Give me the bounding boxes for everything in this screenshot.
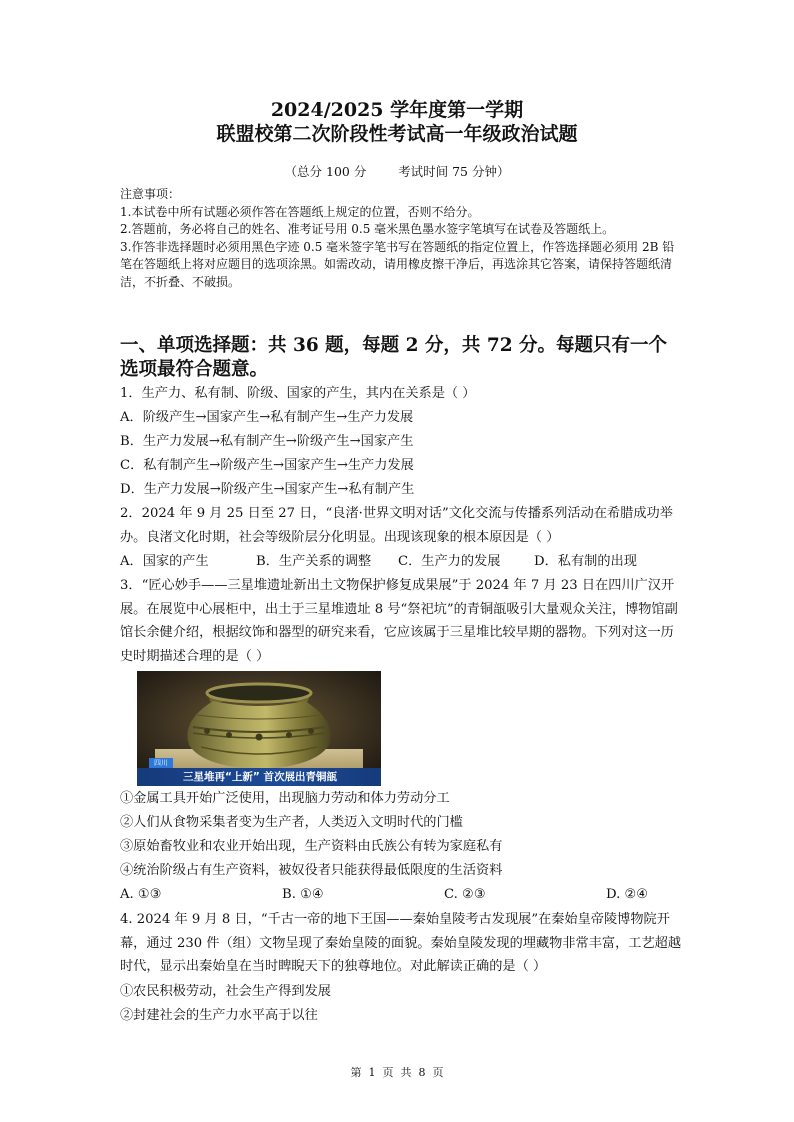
instructions-heading: 注意事项： xyxy=(120,187,181,201)
question-3-statement-4: ④统治阶级占有生产资料，被奴役者只能获得最低限度的生活资料 xyxy=(120,863,503,878)
question-3-option-d: D. ②④ xyxy=(606,887,649,902)
question-2-option-a: A．国家的产生 xyxy=(120,554,209,569)
question-3-stem: 3．“匠心妙手——三星堆遗址新出土文物保护修复成果展”于 2024 年 7 月 23 日在四川广汉开展。在展览中心展柜中，出土于三星堆遗址 8 号“祭祀坑”的青铜瓿吸引大量观众关注，博物馆副馆长余健介绍，根据纹饰和器型的研究来看，它应该属于三星堆比较早期的器物。下列对这一历史时期描述合理的是（ ） xyxy=(120,578,678,664)
question-1-stem: 1．生产力、私有制、阶级、国家的产生，其内在关系是（ ） xyxy=(120,386,476,401)
question-3-statement-1: ①金属工具开始广泛使用，出现脑力劳动和体力劳动分工 xyxy=(120,791,450,806)
question-4-statement-1: ①农民积极劳动，社会生产得到发展 xyxy=(120,984,331,999)
instruction-item: 1.本试卷中所有试题必须作答在答题纸上规定的位置，否则不给分。 xyxy=(120,204,480,219)
instruction-item: 3.作答非选择题时必须用黑色字迹 0.5 毫米签字笔书写在答题纸的指定位置上，作答选择题必须用 2B 铅笔在答题纸上将对应题目的选项涂黑。如需改动，请用橡皮擦干净后，再选涂其它答案，请保持答题纸清洁，不折叠、不破损。 xyxy=(120,239,675,289)
news-caption-bar xyxy=(137,768,381,786)
question-3-option-c: C. ②③ xyxy=(444,887,486,902)
question-4-statement-2: ②封建社会的生产力水平高于以往 xyxy=(120,1008,318,1023)
question-1-option-a: A．阶级产生→国家产生→私有制产生→生产力发展 xyxy=(120,410,414,425)
question-2-stem: 2．2024 年 9 月 25 日至 27 日，“良渚·世界文明对话”文化交流与传播系列活动在希腊成功举办。良渚文化时期，社会等级阶层分化明显。出现该现象的根本原因是（ ） xyxy=(120,506,673,545)
question-3-option-b: B. ①④ xyxy=(282,887,324,902)
question-1-option-d: D．生产力发展→阶级产生→国家产生→私有制产生 xyxy=(120,482,415,497)
instruction-item: 2.答题前，务必将自己的姓名、准考证号用 0.5 毫米黑色墨水签字笔填写在试卷及答题纸上。 xyxy=(120,222,615,236)
bronze-vessel-photo xyxy=(137,671,381,786)
exam-title-line1: 2024/2025 学年度第一学期 xyxy=(270,99,524,121)
news-location-tag: 四川 xyxy=(149,758,173,768)
question-2-option-b: B．生产关系的调整 xyxy=(256,554,372,569)
question-1-option-b: B．生产力发展→私有制产生→阶级产生→国家产生 xyxy=(120,434,414,449)
exam-meta: （总分 100 分 考试时间 75 分钟） xyxy=(284,164,510,179)
question-3-statement-2: ②人们从食物采集者变为生产者，人类迈入文明时代的门槛 xyxy=(120,815,463,830)
section-title: 一、单项选择题：共 36 题，每题 2 分，共 72 分。每题只有一个选项最符合题意。 xyxy=(120,335,668,380)
exam-title-line2: 联盟校第二次阶段性考试高一年级政治试题 xyxy=(216,123,578,145)
question-4-stem: 4. 2024 年 9 月 8 日，“千古一帝的地下王国——秦始皇陵考古发现展”在秦始皇帝陵博物院开幕，通过 230 件（组）文物呈现了秦始皇陵的面貌。秦始皇陵发现的埋藏物非常丰富，工艺超越时代，显示出秦始皇在当时睥睨天下的独尊地位。对此解读正确的是（ ） xyxy=(120,912,682,974)
question-2-option-d: D．私有制的出现 xyxy=(534,554,637,569)
question-2-option-c: C．生产力的发展 xyxy=(398,554,501,569)
question-3-statement-3: ③原始畜牧业和农业开始出现，生产资料由氏族公有转为家庭私有 xyxy=(120,839,503,854)
question-1-option-c: C．私有制产生→阶级产生→国家产生→生产力发展 xyxy=(120,458,414,473)
page-number: 第 1 页 共 8 页 xyxy=(350,1066,444,1079)
news-caption-text: 三星堆再“上新” 首次展出青铜瓿 xyxy=(183,771,337,783)
question-3-option-a: A. ①③ xyxy=(120,887,162,902)
instructions xyxy=(120,186,680,291)
